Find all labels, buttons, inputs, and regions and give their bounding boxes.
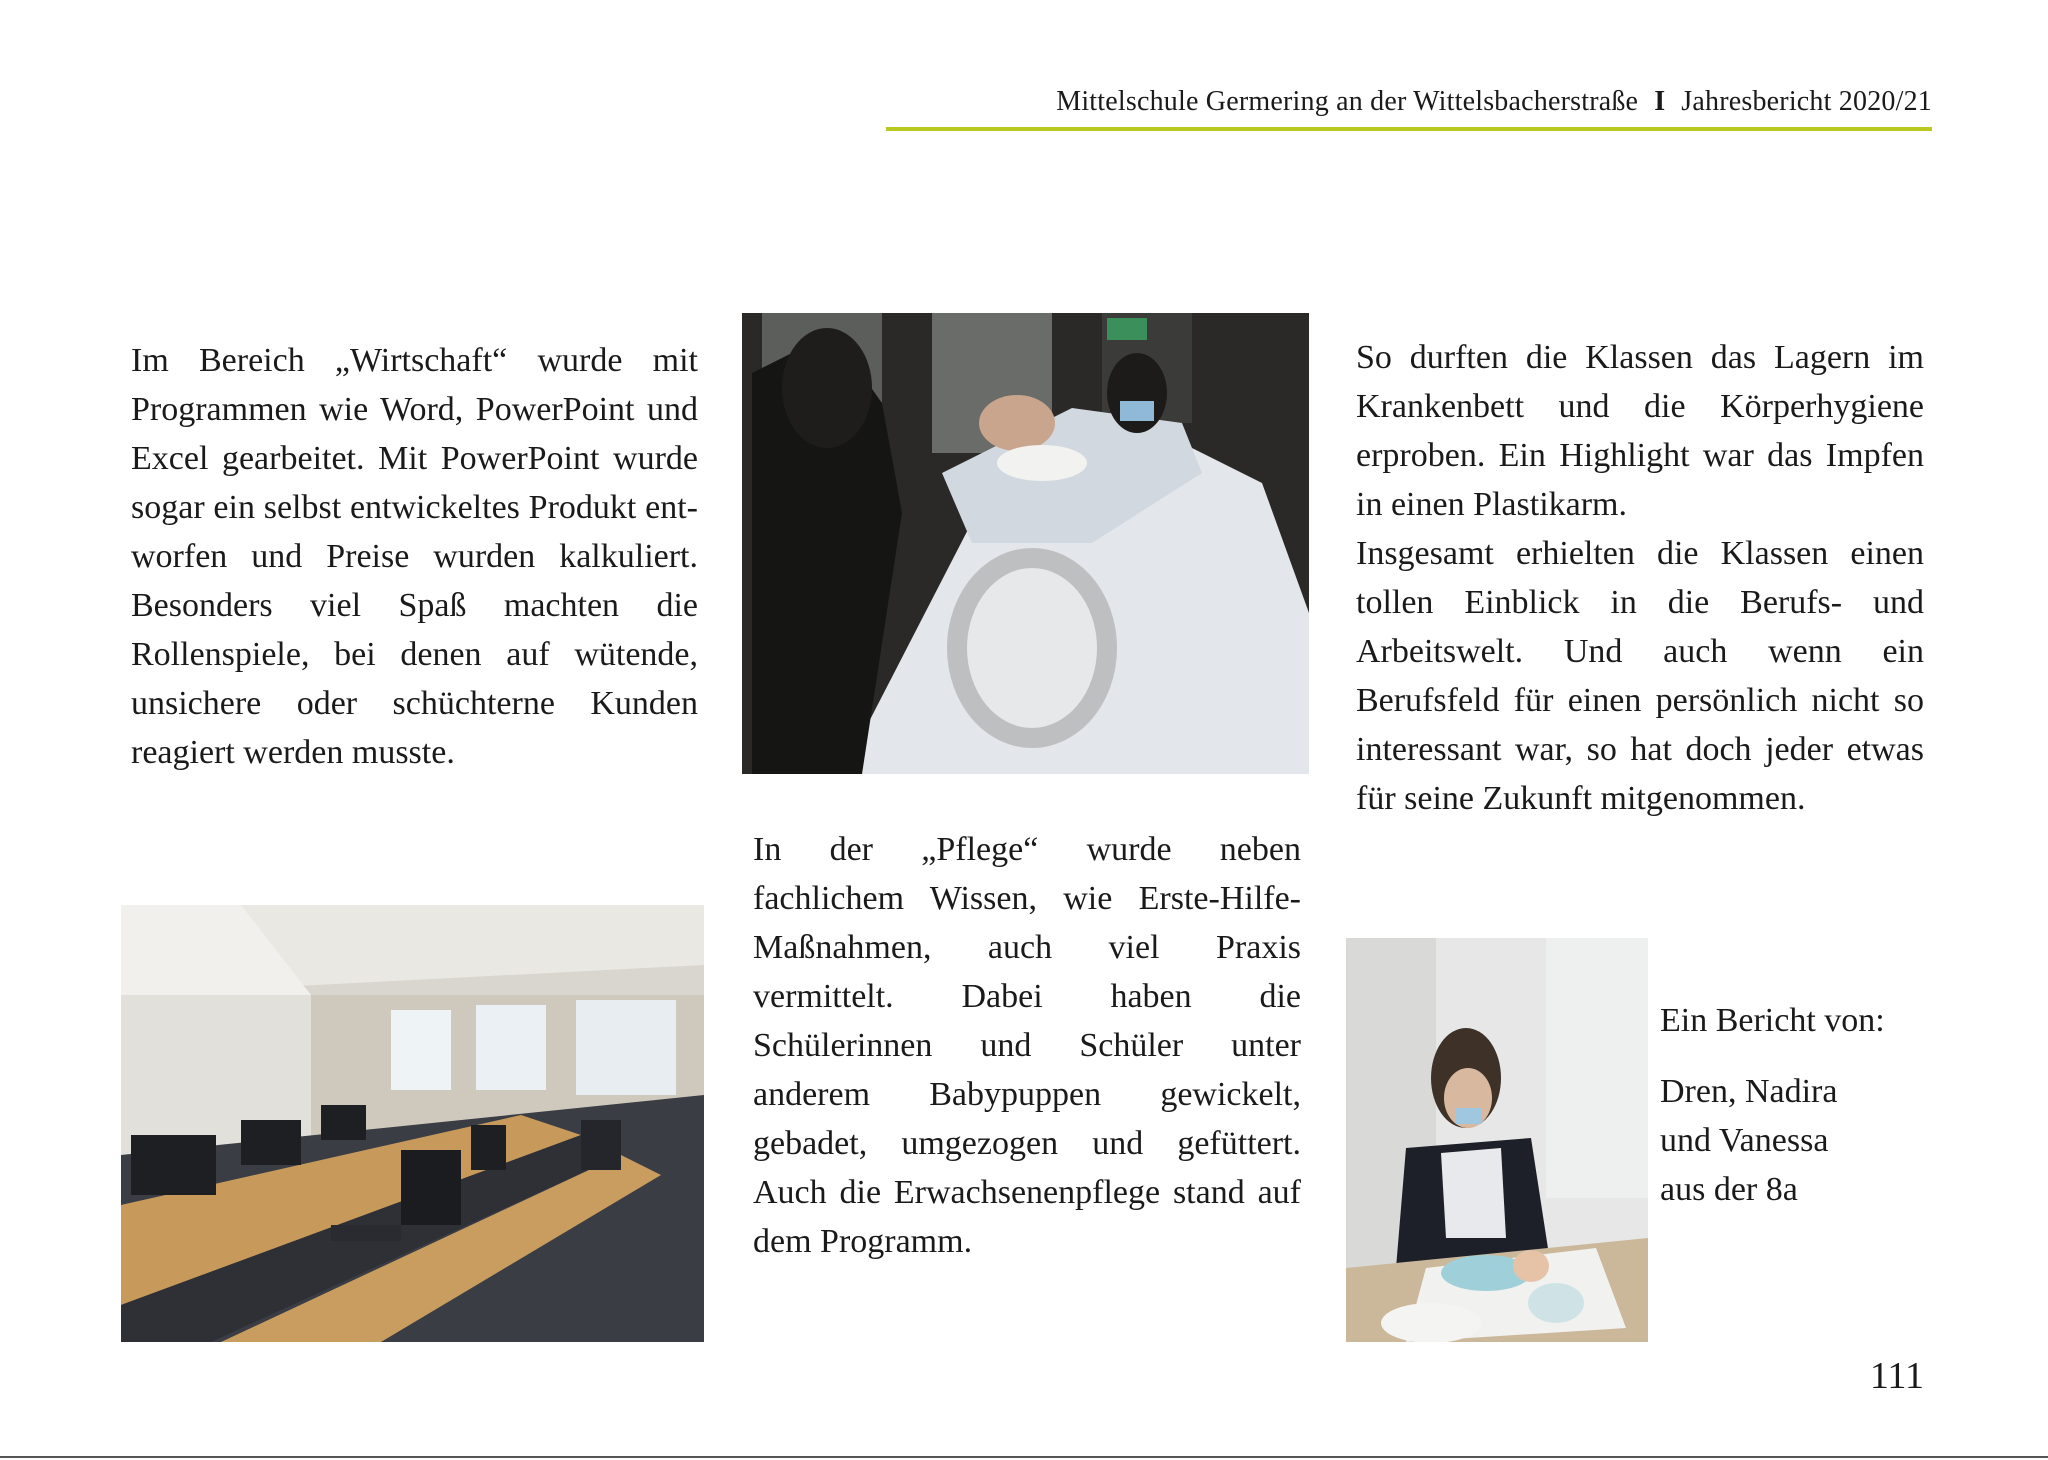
paragraph-wirtschaft: Im Bereich „Wirtschaft“ wurde mit Programmen wie Word, PowerPoint und Excel gearbeitet. Mit PowerPoint wurde sogar ein selbst entwickeltes Produkt entworfen und Preise wurden kalkuliert. Besonders viel Spaß machten die Rollenspiele, bei denen auf wütende, unsichere oder schüchterne Kunden reagiert werden musste. [131,342,698,771]
paragraph-krankenbett: So durften die Klassen das Lagern im Krankenbett und die Körperhygiene erproben. Ein Highlight war das Impfen in einen Plastikarm. [1356,339,1924,523]
photo-computer-classroom [121,905,704,1342]
header-rule [886,127,1932,131]
text-column-summary [1356,333,1924,823]
byline-authors [1660,1067,1885,1214]
byline-authors-line-2: und Vanessa [1660,1122,1829,1159]
header-report-title: Jahresbericht 2020/21 [1681,86,1932,117]
byline-authors-line-3: aus der 8a [1660,1171,1798,1208]
photo-care-training [742,313,1309,774]
page-bottom-edge [0,1456,2048,1458]
byline-label: Ein Bericht von: [1660,1002,1885,1039]
byline [1660,996,1885,1214]
text-column-pflege [753,825,1301,1266]
header-separator: I [1654,86,1666,117]
paragraph-fazit: Insgesamt erhielten die Klassen einen tollen Einblick in die Berufs- und Arbeitswelt. Und auch wenn ein Berufsfeld für einen persönlich nicht so interessant war, so hat doch jeder etwas für seine Zukunft mitgenommen. [1356,535,1924,817]
running-header [886,86,1932,118]
photo-baby-doll-care [1346,938,1648,1342]
text-column-wirtschaft [131,336,698,777]
byline-authors-line-1: Dren, Nadira [1660,1073,1838,1110]
header-school-name: Mittelschule Germering an der Wittelsbacherstraße [1056,86,1639,117]
paragraph-pflege: In der „Pflege“ wurde neben fachlichem Wissen, wie Erste-Hilfe-Maßnahmen, auch viel Praxis vermittelt. Dabei haben die Schülerinnen und Schüler unter anderem Babypuppen gewickelt, gebadet, umgezogen und gefüttert. Auch die Erwachsenenpflege stand auf dem Programm. [753,831,1301,1260]
page-number: 111 [1869,1355,1924,1397]
